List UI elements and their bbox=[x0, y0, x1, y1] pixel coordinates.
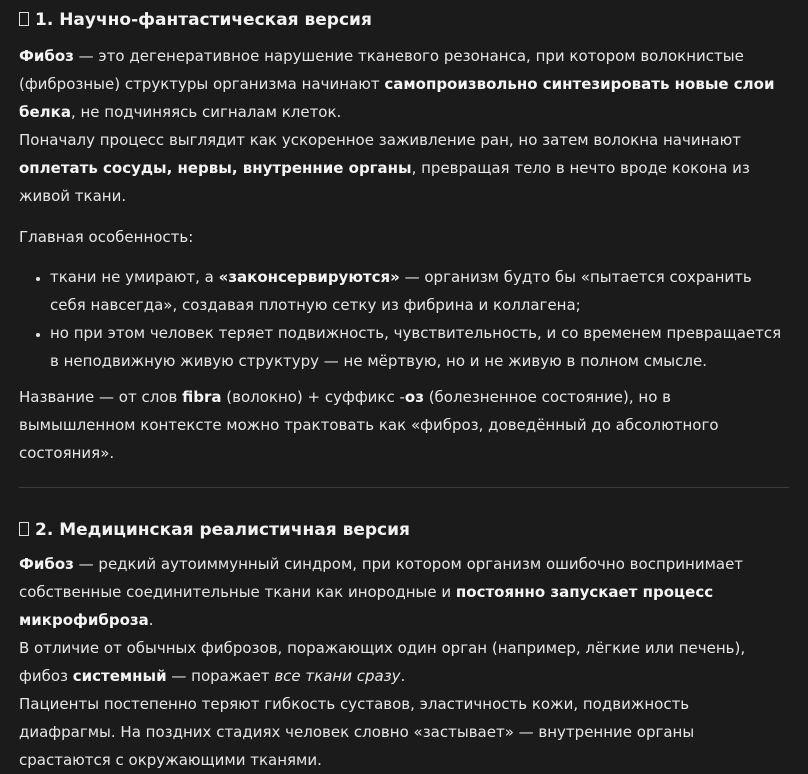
list-item: • но при этом человек теряет подвижность, чувствительность, и со временем превращается в неподвижную живую структуру — не мёртвую, но и не живую в полном смысле. bbox=[50, 319, 789, 375]
square-icon bbox=[19, 522, 29, 536]
square-icon bbox=[19, 12, 29, 26]
section-medical bbox=[19, 514, 789, 774]
paragraph-definition: Фибоз — редкий аутоиммунный синдром, при котором организм ошибочно воспринимает собственные соединительные ткани как инородные и постоянно запускает процесс микрофиброза. bbox=[19, 555, 744, 629]
list-item: • ткани не умирают, а «законсервируются» — организм будто бы «пытается сохранить себя навсегда», создавая плотную сетку из фибрина и коллагена; bbox=[50, 263, 789, 319]
feature-label: Главная особенность: bbox=[19, 228, 194, 246]
section-title: 1. Научно-фантастическая версия bbox=[19, 4, 789, 36]
term: Фибоз bbox=[19, 555, 74, 573]
section-divider bbox=[19, 487, 789, 488]
section-title: 2. Медицинская реалистичная версия bbox=[19, 514, 789, 546]
section-scifi bbox=[19, 4, 789, 467]
term: Фибоз bbox=[19, 47, 74, 65]
paragraph-definition: Фибоз — это дегенеративное нарушение тканевого резонанса, при котором волокнистые (фиброзные) структуры организма начинают самопроизвольно синтезировать новые слои белка, не подчиняясь сигналам клеток. bbox=[19, 47, 775, 121]
paragraph-process: Поначалу процесс выглядит как ускоренное заживление ран, но затем волокна начинают оплетать сосуды, нервы, внутренние органы, превращая тело в нечто вроде кокона из живой ткани. bbox=[19, 131, 750, 205]
paragraph-etymology: Название — от слов fibra (волокно) + суффикс -оз (болезненное состояние), но в вымышленном контексте можно трактовать как «фиброз, доведённый до абсолютного состояния». bbox=[19, 388, 719, 462]
feature-list bbox=[19, 263, 789, 375]
paragraph-systemic: В отличие от обычных фиброзов, поражающих один орган (например, лёгкие или печень), фибоз системный — поражает все ткани сразу. bbox=[19, 639, 746, 685]
paragraph-symptoms: Пациенты постепенно теряют гибкость суставов, эластичность кожи, подвижность диафрагмы. На поздних стадиях человек словно «застывает» — внутренние органы срастаются с окружающими тканями. bbox=[19, 695, 695, 769]
